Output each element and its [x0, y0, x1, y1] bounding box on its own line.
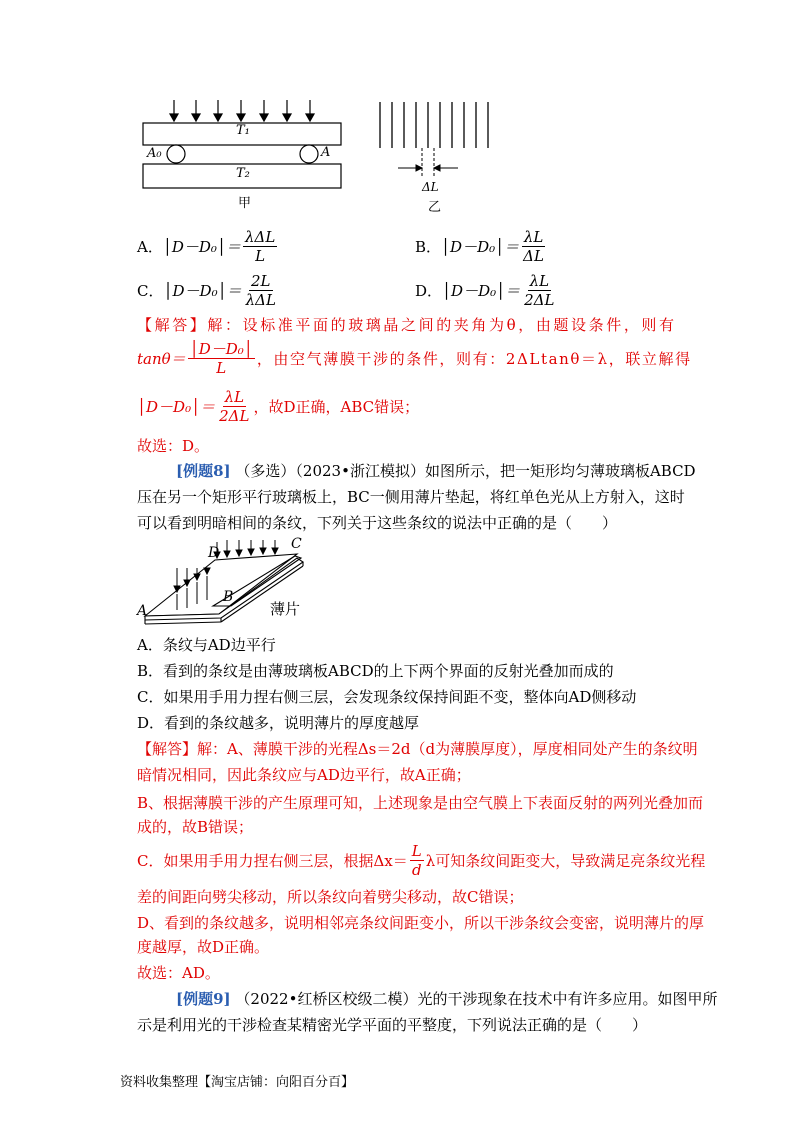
fraction: [188, 340, 255, 377]
option-lhs: │D－D₀│＝: [442, 281, 521, 300]
numerator: λL: [523, 228, 544, 246]
q9-stem-line2: 示是利用光的干涉检查某精密光学平面的平整度，下列说法正确的是（ ）: [137, 1016, 648, 1034]
q9-stem-line1: [176, 988, 717, 1010]
stem-text: （多选）（2023•浙江模拟）如图所示，把一矩形均匀薄玻璃板ABCD: [235, 462, 696, 480]
figure-wedge: [135, 538, 335, 626]
q7-choice: 故选：D。: [137, 437, 210, 455]
label-jia: 甲: [238, 196, 252, 211]
answer-text: ，故D正确，ABC错误；: [253, 397, 420, 416]
q7-option-d: [415, 272, 559, 309]
label-a: A: [321, 145, 331, 160]
q8-answer-line8: 度越厚，故D正确。: [137, 938, 270, 956]
q8-answer-line3: B、根据薄膜干涉的产生原理可知，上述现象是由空气膜上下表面反射的两列光叠加而: [137, 794, 704, 812]
fraction: [243, 228, 277, 265]
q8-answer-line7: D、看到的条纹越多，说明相邻亮条纹间距变小，所以干涉条纹会变密，说明薄片的厚: [137, 914, 705, 932]
numerator: λL: [224, 388, 245, 406]
option-label: A．: [137, 237, 163, 256]
numerator: 2L: [251, 272, 271, 290]
numerator: λΔL: [244, 228, 276, 246]
q8-option-d: D．看到的条纹越多，说明薄片的厚度越厚: [137, 714, 420, 732]
q8-tag: [例题8]: [176, 462, 231, 480]
label-t2: T₂: [236, 166, 250, 181]
q8-choice: 故选：AD。: [137, 964, 220, 982]
numerator: │D－D₀│: [189, 340, 253, 358]
option-lhs: │D－D₀│＝: [441, 237, 520, 256]
fraction: [521, 228, 546, 265]
wedge-label-b: B: [223, 589, 234, 605]
q9-tag: [例题9]: [176, 990, 231, 1008]
label-t1: T₁: [236, 123, 250, 138]
label-delta-l: ΔL: [422, 180, 439, 194]
denominator: L: [255, 247, 266, 265]
fraction: [244, 272, 278, 309]
option-label: C．: [137, 281, 164, 300]
wedge-label-d: D: [208, 545, 220, 561]
answer-text: λ可知条纹间距变大，导致满足亮条纹光程: [425, 851, 706, 870]
denominator: λΔL: [245, 291, 276, 309]
wedge-label-film: 薄片: [270, 600, 301, 618]
denominator: 2ΔL: [524, 291, 555, 309]
numerator: L: [411, 842, 422, 860]
q7-option-b: [415, 228, 548, 265]
q8-answer-line5: [137, 842, 705, 879]
option-label: B．: [415, 237, 442, 256]
tan-lhs: tanθ＝: [137, 349, 186, 368]
q8-answer-line6: 差的间距向劈尖移动，所以条纹向着劈尖移动，故C错误；: [137, 888, 524, 906]
answer-text: C．如果用手用力捏右侧三层，根据Δx＝: [137, 851, 408, 870]
q8-option-c: C．如果用手用力捏右侧三层，会发现条纹保持间距不变，整体向AD侧移动: [137, 688, 637, 706]
denominator: ΔL: [523, 247, 544, 265]
footer-text: 资料收集整理【淘宝店铺：向阳百分百】: [120, 1075, 355, 1090]
denominator: d: [411, 861, 422, 879]
q7-answer-line1: 【解答】解：设标准平面的玻璃晶之间的夹角为θ，由题设条件，则有: [137, 316, 677, 334]
q8-answer-line1: 【解答】解：A、薄膜干涉的光程Δs＝2d（d为薄膜厚度），厚度相同处产生的条纹明: [137, 740, 698, 758]
q8-stem-line1: [176, 460, 696, 482]
q8-stem-line2: 压在另一个矩形平行玻璃板上，BC一侧用薄片垫起，将红单色光从上方射入，这时: [137, 488, 685, 506]
q7-option-c: [137, 272, 280, 309]
q8-option-a: A．条纹与AD边平行: [137, 636, 276, 654]
denominator: 2ΔL: [219, 407, 250, 425]
q8-answer-line2: 暗情况相同，因此条纹应与AD边平行，故A正确；: [137, 766, 471, 784]
wedge-label-c: C: [291, 536, 302, 552]
option-label: D．: [415, 281, 443, 300]
answer-text: ，由空气薄膜干涉的条件，则有：2ΔLtanθ＝λ，联立解得: [256, 349, 692, 368]
result-lhs: │D－D₀│＝: [137, 397, 216, 416]
q8-answer-line4: 成的，故B错误；: [137, 818, 254, 836]
q8-option-b: B．看到的条纹是由薄玻璃板ABCD的上下两个界面的反射光叠加而成的: [137, 662, 614, 680]
option-lhs: │D－D₀│＝: [162, 237, 241, 256]
fraction: [410, 842, 424, 879]
label-yi: 乙: [428, 200, 442, 215]
q7-answer-line2: [137, 340, 692, 377]
figure-yi: [370, 100, 500, 190]
q8-stem-line3: 可以看到明暗相间的条纹，下列关于这些条纹的说法中正确的是（ ）: [137, 514, 618, 532]
q7-answer-line3: [137, 388, 419, 425]
denominator: L: [216, 359, 227, 377]
q7-option-a: [137, 228, 279, 265]
option-lhs: │D－D₀│＝: [163, 281, 242, 300]
label-a0: A₀: [147, 146, 162, 161]
wedge-label-a: A: [137, 603, 148, 619]
fraction: [522, 272, 556, 309]
numerator: λL: [529, 272, 550, 290]
stem-text: （2022•红桥区校级二模）光的干涉现象在技术中有许多应用。如图甲所: [235, 990, 718, 1008]
fraction: [217, 388, 251, 425]
